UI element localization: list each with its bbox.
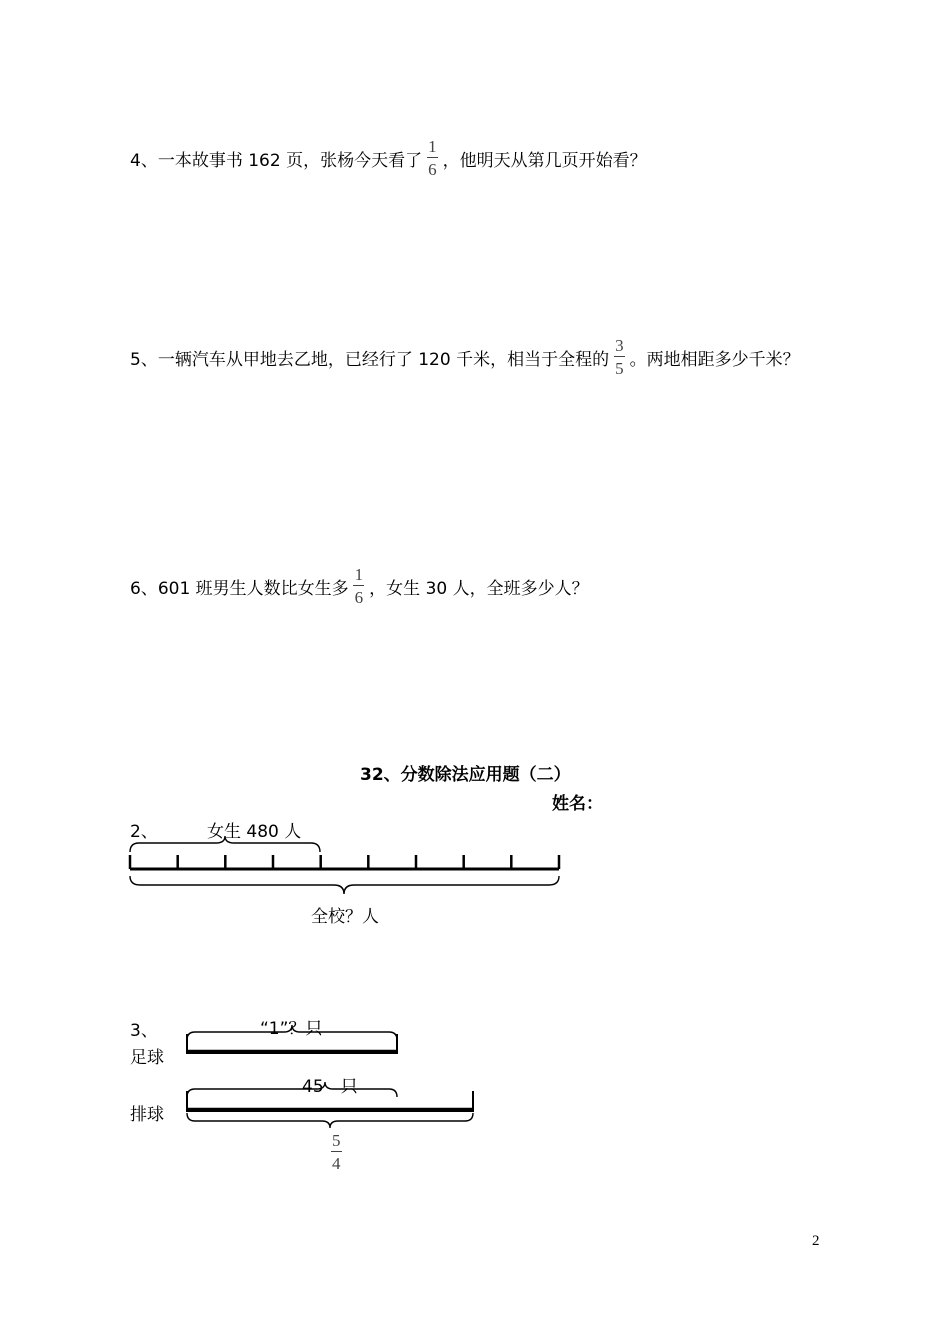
diagram-2-bottom-brace — [130, 876, 559, 894]
fraction-five-fourths: $\frac{5}{4}$ — [332, 1131, 341, 1173]
fraction-one-sixth-b: $\frac{1}{6}$ — [354, 565, 364, 607]
diagram-3-45-label: 45 只 — [302, 1077, 358, 1097]
question-6-text-after: ，女生 30 人，全班多少人？ — [369, 578, 589, 599]
diagram-2-school-label: 全校？人 — [311, 907, 379, 927]
diagram-2-top-brace — [130, 836, 320, 852]
diagram-3-unit-label: “1”？只 — [260, 1019, 323, 1039]
diagram-2-girls-label: 女生 480 人 — [207, 822, 302, 842]
section-title: 32、分数除法应用题（二） — [360, 765, 571, 785]
diagram-2-number: 2、 — [130, 822, 158, 842]
diagram-3-volleyball-label: 排球 — [130, 1105, 164, 1125]
question-6-text-before: 6、601 班男生人数比女生多 — [130, 578, 349, 599]
diagram-3-number: 3、 — [130, 1021, 158, 1041]
question-5-text-before: 5、一辆汽车从甲地去乙地，已经行了 120 千米，相当于全程的 — [130, 349, 610, 370]
diagram-2-ticks — [130, 855, 559, 869]
diagram-3-middle-brace — [187, 1082, 397, 1097]
fraction-three-fifths: $\frac{3}{5}$ — [615, 336, 624, 378]
question-5-text-after: 。两地相距多少千米？ — [629, 349, 800, 370]
diagram-3-football-label: 足球 — [130, 1048, 164, 1068]
diagram-3-bottom-brace — [187, 1113, 473, 1128]
name-label: 姓名： — [552, 794, 603, 814]
fraction-one-sixth: $\frac{1}{6}$ — [428, 137, 437, 179]
page-number: 2 — [812, 1233, 820, 1249]
question-4-text-before: 4、一本故事书 162 页，张杨今天看了 — [130, 150, 423, 171]
question-4-text-after: ，他明天从第几页开始看？ — [442, 150, 647, 171]
